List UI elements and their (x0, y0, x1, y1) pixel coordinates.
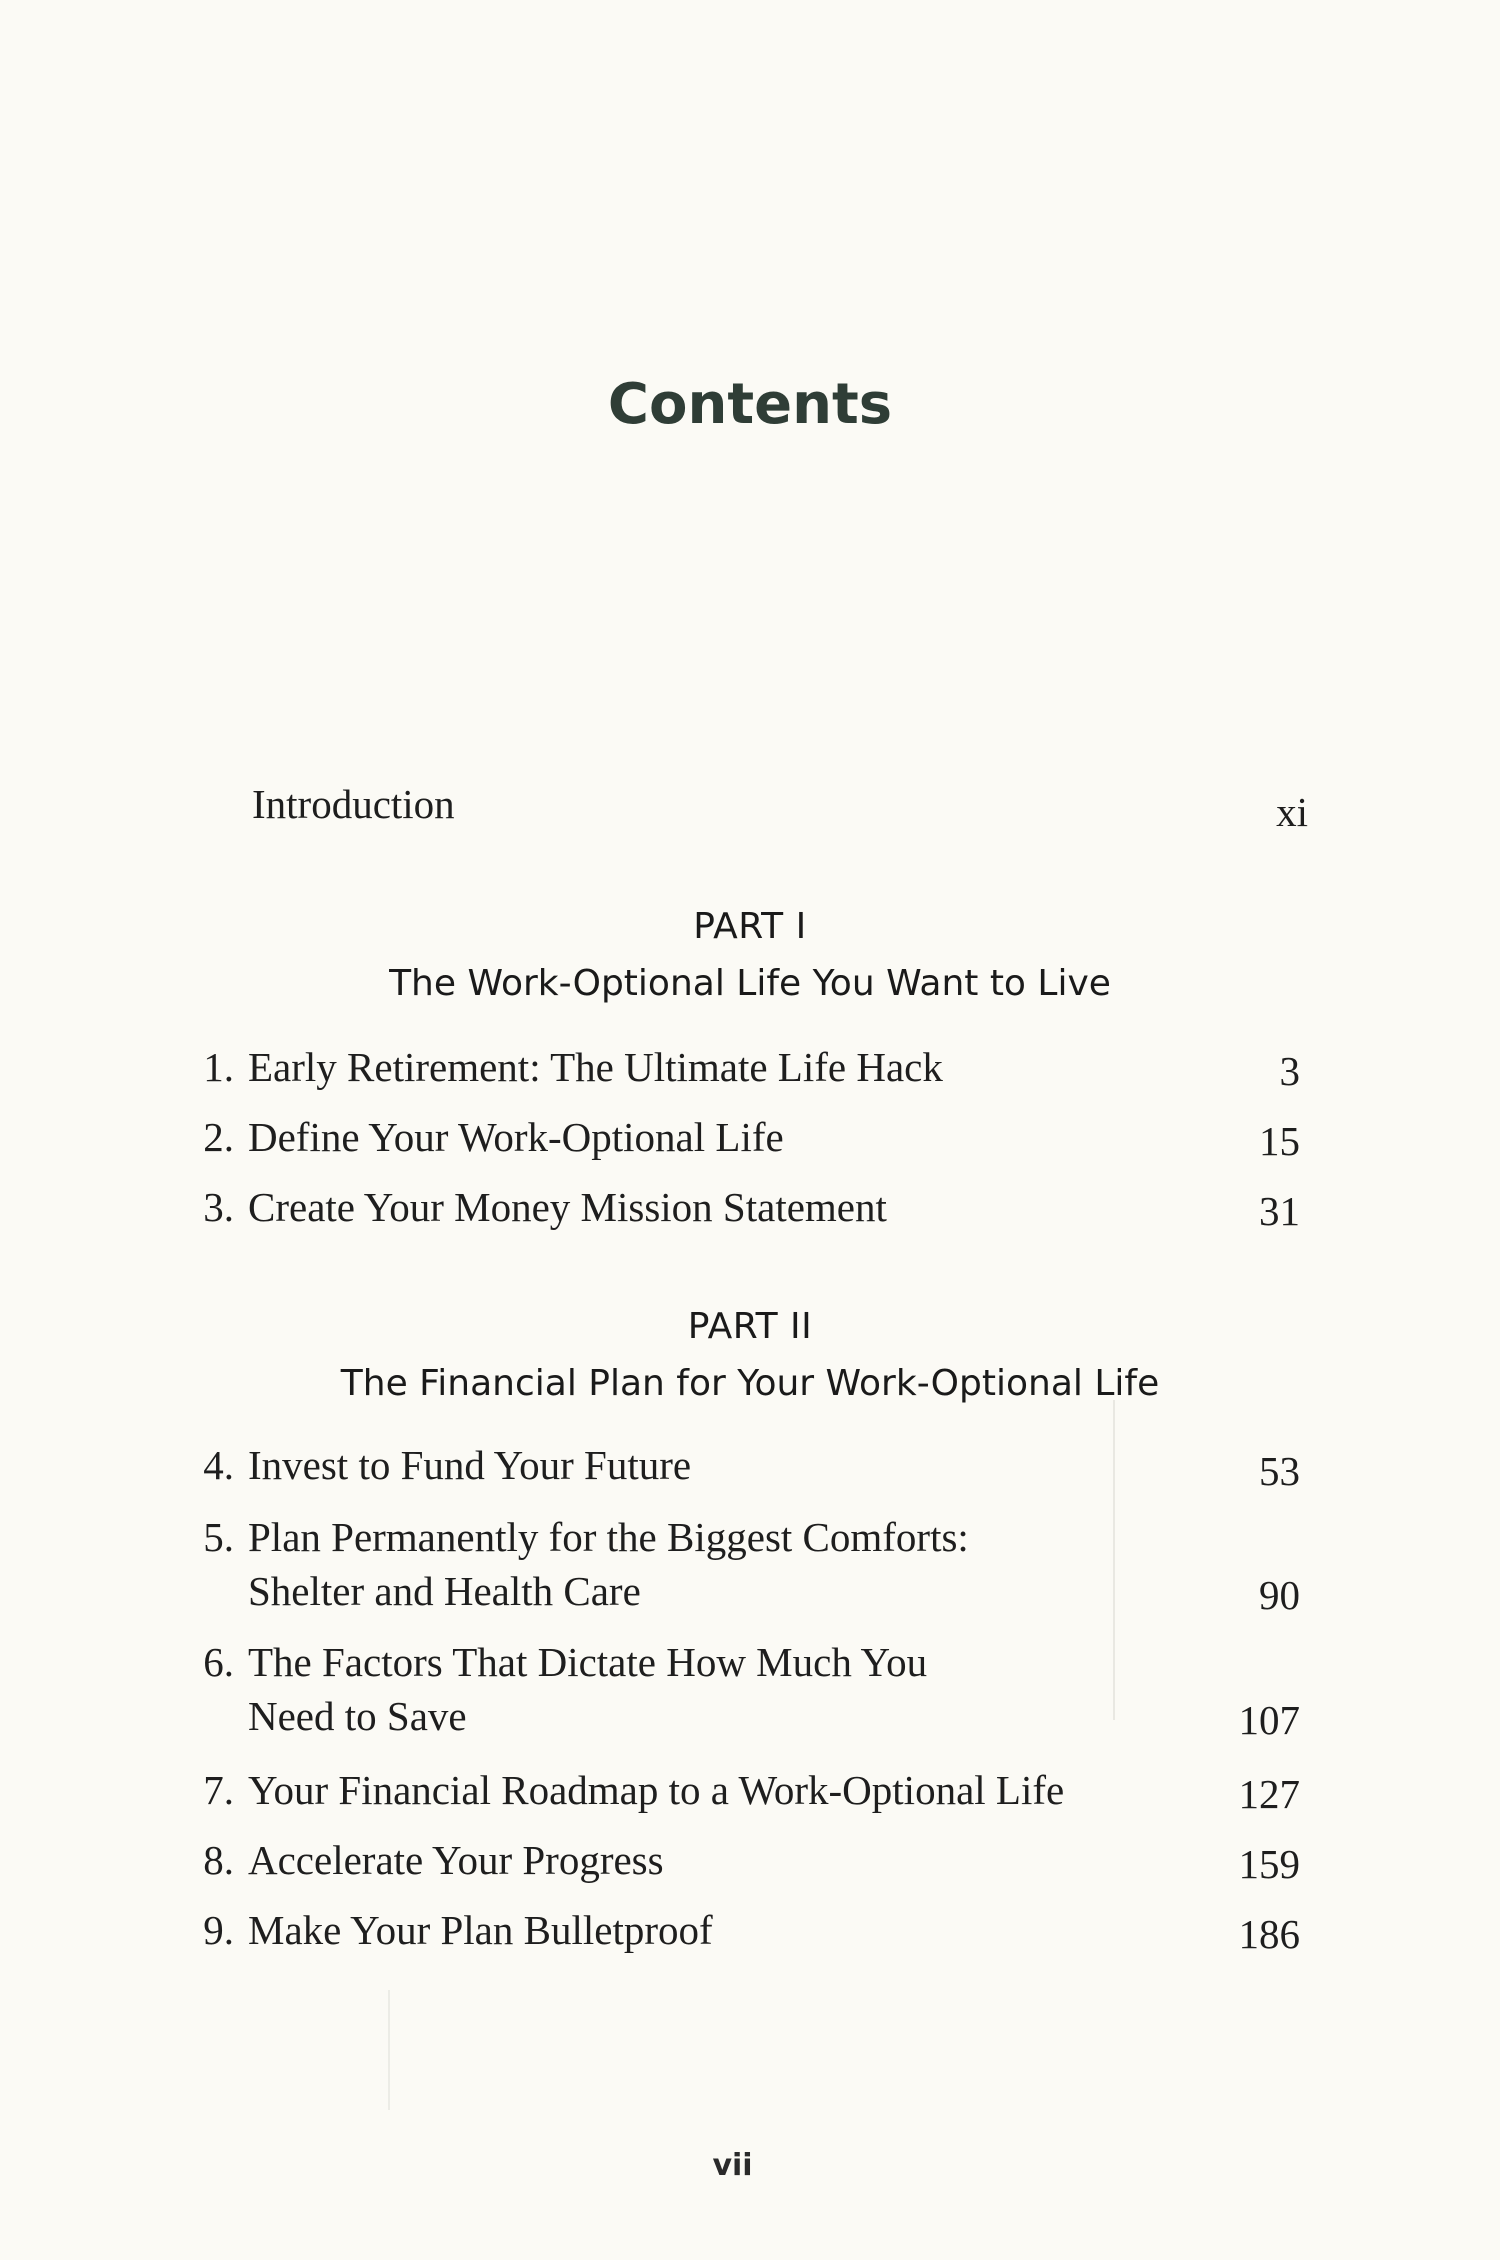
chapter-page: 107 (1238, 1697, 1300, 1743)
chapter-page: 31 (1259, 1188, 1300, 1234)
chapter-title-line: The Factors That Dictate How Much You (248, 1639, 928, 1685)
chapter-number: 5. (203, 1514, 234, 1560)
part-label: PART I (693, 906, 807, 947)
chapter-title-line: Plan Permanently for the Biggest Comforts: (248, 1514, 969, 1560)
chapter-title: Your Financial Roadmap to a Work-Optional Life (248, 1767, 1065, 1813)
chapter-number: 2. (203, 1114, 234, 1160)
chapter-page: 127 (1238, 1771, 1300, 1817)
chapter-page: 90 (1259, 1572, 1300, 1618)
page-title: Contents (607, 372, 893, 437)
chapter-page: 3 (1279, 1048, 1300, 1094)
toc-entry-label: Introduction (252, 781, 455, 827)
chapter-title: Early Retirement: The Ultimate Life Hack (248, 1044, 943, 1090)
chapter-number: 9. (203, 1907, 234, 1953)
chapter-page: 15 (1259, 1118, 1300, 1164)
chapter-number: 7. (203, 1767, 234, 1813)
chapter-title: Accelerate Your Progress (248, 1837, 664, 1883)
chapter-title: Invest to Fund Your Future (248, 1442, 692, 1488)
toc-entry-page: xi (1276, 789, 1308, 835)
part-label: PART II (687, 1306, 813, 1347)
part-title: The Financial Plan for Your Work-Optional Life (340, 1363, 1160, 1404)
chapter-number: 3. (203, 1184, 234, 1230)
chapter-title-line: Shelter and Health Care (248, 1568, 641, 1614)
scan-crease-mark (1113, 1400, 1115, 1720)
scan-crease-mark (388, 1990, 390, 2110)
chapter-title (248, 1510, 969, 1618)
chapter-title: Create Your Money Mission Statement (248, 1184, 887, 1230)
chapter-number: 6. (203, 1639, 234, 1685)
chapter-number: 1. (203, 1044, 234, 1090)
chapter-page: 186 (1238, 1911, 1300, 1957)
page-number: vii (712, 2148, 753, 2183)
chapter-title (248, 1635, 927, 1743)
chapter-title: Define Your Work-Optional Life (248, 1114, 784, 1160)
chapter-number: 8. (203, 1837, 234, 1883)
chapter-number: 4. (203, 1442, 234, 1488)
chapter-title: Make Your Plan Bulletproof (248, 1907, 713, 1953)
chapter-page: 53 (1259, 1448, 1300, 1494)
chapter-page: 159 (1238, 1841, 1300, 1887)
chapter-title-line: Need to Save (248, 1693, 467, 1739)
part-title: The Work-Optional Life You Want to Live (389, 963, 1111, 1004)
